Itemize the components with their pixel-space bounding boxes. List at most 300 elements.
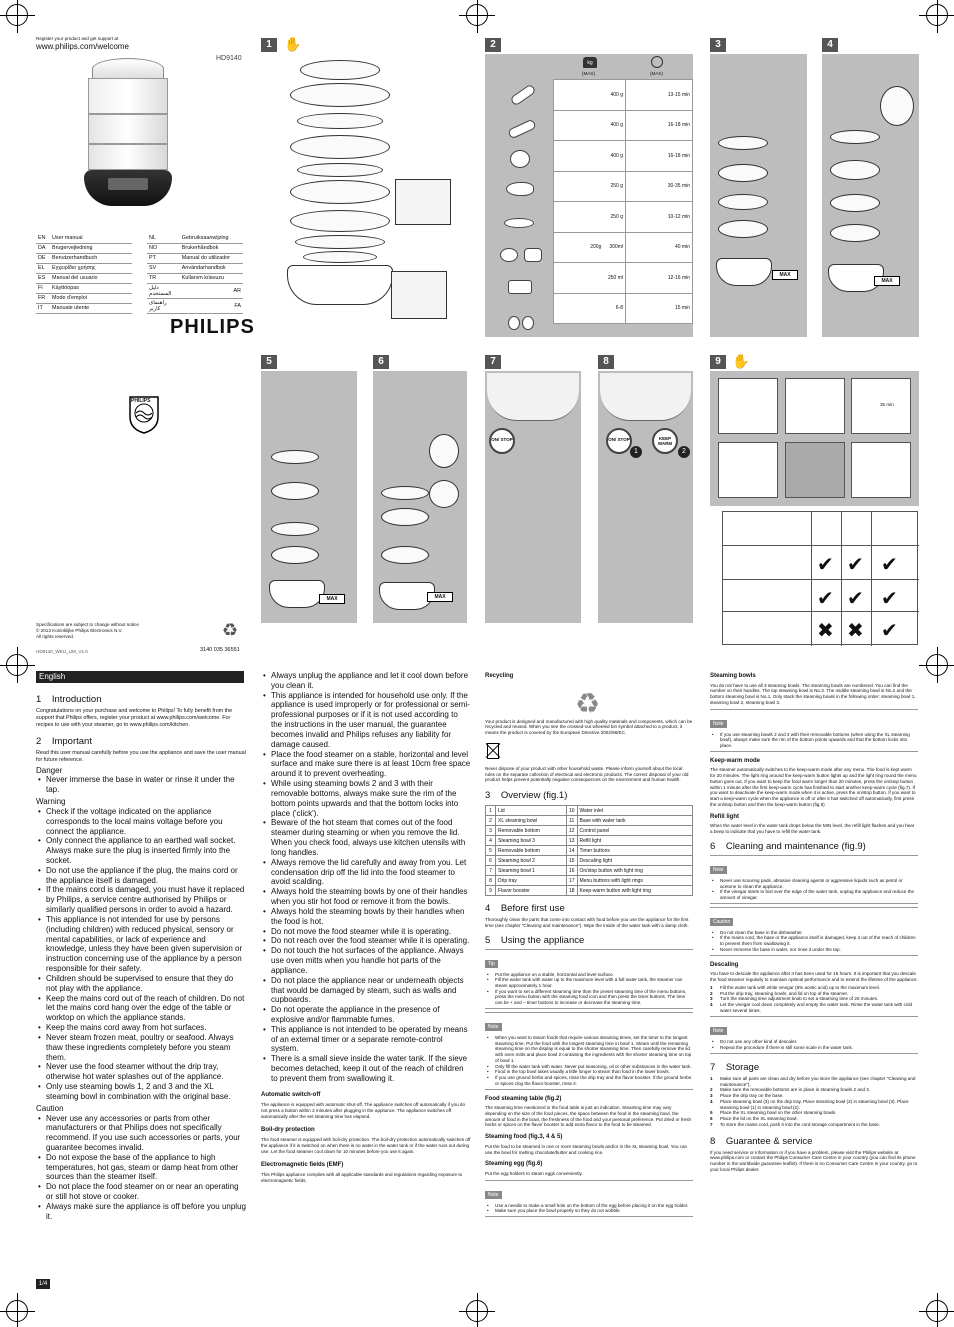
part-number: 17 [566, 876, 577, 886]
before-use-text: Thoroughly clean the parts that come into contact with food before you use the appliance for the first time (see chapter "Cleaning and maintenance"). Wipe the inside of the water tank with a damp cloth. [485, 917, 689, 928]
food-table-row [554, 141, 693, 172]
danger-heading: Danger [36, 765, 63, 775]
safety-item: • Do not touch the hot surfaces of the appliance. Always use oven mitts when you handle hot parts of the appliance. [261, 946, 471, 975]
check-icon: ✔ [817, 554, 834, 576]
note-item: • Never use scouring pads, abrasive cleaning agents or aggressive liquids such as petrol or acetone to clean the appliance. [710, 878, 918, 889]
tip-box [485, 949, 693, 1009]
note-item: • If you use ground herbs and spices, rinse the drip tray and the flavor booster. If the ground herbs or spices clog the flavor booster, rinse it. [485, 1075, 693, 1086]
safety-list-continued [261, 671, 471, 1084]
step-number: 3 [710, 1093, 713, 1099]
doc-number: 3140 035 36551 [200, 647, 240, 653]
part-name: Refill light [577, 836, 692, 846]
food-icons-column [490, 82, 550, 336]
food-table-text: The steaming time mentioned in the food table is just an indication. Steaming time may vary depending on the size of the food pieces, the space between the food in the steaming bowl, the amount of food in the bowl, the freshness of the food and your personal preference. Put dried or fresh herbs or spices on the flavor booster to add extra flavor to the food to be steamed. [485, 1105, 692, 1128]
crop-mark-bottom-center [466, 1300, 488, 1322]
panel-9-number: 9 [710, 355, 726, 369]
rights: All rights reserved. [36, 634, 75, 639]
food-table-row [554, 110, 693, 141]
fig9-dishwasher-grid [722, 511, 918, 645]
note-item: • If the vinegar starts to boil over the edge of the water tank, unplug the appliance and reduce the amount of vinegar. [710, 889, 918, 900]
part-number: 12 [566, 826, 577, 836]
guarantee-text: If you need service or information or if you have a problem, please visit the Philips website at www.philips.com or contact the Philips Consumer Care Centre in your country (you can find its phone number in the worldwide guarantee leaflet). If there is no Consumer Care Centre in your country, go to your local Philips dealer. [710, 1149, 918, 1172]
max-label-5: MAX [319, 594, 345, 604]
language-manual-name: Manual del usuario [50, 273, 132, 283]
part-name: Flavor booster [496, 886, 567, 896]
keep-warm-heading: Keep-warm mode [710, 757, 761, 764]
language-row [147, 243, 243, 253]
max-label-4: MAX [874, 276, 900, 286]
food-table-row [554, 202, 693, 233]
tip-label: Tip [485, 960, 498, 968]
warning-item: • Only use steaming bowls 1, 2 and 3 and the XL steaming bowl in combination with the original base. [36, 1082, 246, 1102]
step-number: 7 [710, 1121, 713, 1127]
website-url[interactable]: www.philips.com/welcome [36, 42, 129, 51]
warning-item: • Never use the food steamer without the drip tray, otherwise hot water splashes out of the appliance. [36, 1062, 246, 1082]
note-list [485, 1035, 693, 1087]
auto-off-heading: Automatic switch-off [261, 1091, 321, 1098]
safety-item: • Always hold the steaming bowls by one of their handles when you stir hot food or remove it from the bowls. [261, 887, 471, 907]
safety-item: • Always unplug the appliance and let it cool down before you clean it. [261, 671, 471, 691]
note-box [485, 1012, 693, 1090]
language-code: SV [147, 263, 180, 273]
overview-row [486, 876, 693, 886]
recycle-icon: ♻ [222, 620, 239, 640]
bowls-note-label: Note [710, 720, 727, 728]
food-weight: 400 g [554, 110, 626, 141]
warning-item: • Keep the mains cord out of the reach of children. Do not let the mains cord hang over the edge of the table or worktop on which the appliance stands. [36, 994, 246, 1023]
warning-item: • If the mains cord is damaged, you must have it replaced by Philips, a service centre authorised by Philips or similarly qualified persons in order to avoid a hazard. [36, 885, 246, 914]
food-table-row [554, 293, 693, 324]
using-heading: 5 Using the appliance [485, 934, 585, 946]
language-manual-name: Manuale utente [50, 303, 132, 313]
part-name: Steaming bowl 1 [496, 866, 567, 876]
recycling-text-1: Your product is designed and manufactured with high quality materials and components, which can be recycled and reused. When you see the crossed-out wheeled bin symbol attached to a product, it means the product is covered by the European Directive 2002/96/EC. [485, 718, 693, 736]
fig8-on-stop-button: ON/ STOP [606, 428, 632, 454]
storage-heading: 7 Storage [710, 1061, 760, 1073]
food-steaming-table [553, 79, 693, 324]
part-name: Steaming bowl 2 [496, 856, 567, 866]
language-manual-name: Benutzerhandbuch [50, 253, 132, 263]
language-manual-name: Brugervejledning [50, 243, 132, 253]
part-number: 18 [566, 886, 577, 896]
caution-label: Caution [710, 918, 733, 926]
language-manual-name: دليل المستخدم [147, 283, 180, 298]
safety-item: • Do not reach over the food steamer while it is operating. [261, 936, 471, 946]
step-number: 5 [710, 1110, 713, 1116]
language-manual-name: Kullanım kılavuzu [180, 273, 243, 283]
check-icon: ✔ [817, 588, 834, 610]
warning-heading: Warning [36, 797, 66, 807]
check-icon: ✔ [881, 620, 898, 642]
part-name: Drip tray [496, 876, 567, 886]
language-manual-name: Mode d'emploi [50, 293, 132, 303]
caution-item: • Do not expose the base of the appliance to high temperatures, hot gas, steam or damp heat from other sources than the steamer itself. [36, 1153, 246, 1182]
clean-note-box [710, 855, 918, 904]
note-item: • If you use steaming bowls 2 and 3 with their removable bottoms (when using the XL steaming bowl), always make sure the rim of the bottom points upwards and that the bottom locks into place. [710, 732, 918, 749]
page-number: 1/4 [36, 1279, 50, 1289]
language-row [147, 273, 243, 283]
important-text: Read this user manual carefully before you use the appliance and save the user manual for future reference. [36, 749, 246, 763]
language-row [147, 233, 243, 243]
safety-item: • Always remove the lid carefully and away from you. Let condensation drip off the lid into the food steamer to avoid scalding. [261, 858, 471, 887]
fig7-control-panel [487, 373, 579, 421]
part-number: 2 [486, 816, 496, 826]
language-table-left [36, 233, 132, 314]
overview-row [486, 886, 693, 896]
note-item: • Use a needle to make a small hole on the bottom of the egg before placing it on the egg holder. [485, 1203, 693, 1209]
important-heading: 2 Important [36, 735, 92, 747]
step-number: 2 [710, 990, 713, 996]
fig5-illustration [265, 410, 353, 610]
food-time: 12-16 min [626, 263, 693, 294]
warning-item: • Do not use the appliance if the plug, the mains cord or the appliance itself is damaged. [36, 866, 246, 886]
bowls-note-list [710, 732, 918, 749]
food-table-row [554, 171, 693, 202]
food-weight [554, 232, 626, 263]
safety-item: • Always hold the steaming bowls by their handles when the food is hot. [261, 907, 471, 927]
hand-icon: ✋ [284, 36, 302, 52]
guarantee-heading: 8 Guarantee & service [710, 1135, 813, 1147]
tip-list [485, 972, 693, 1006]
food-weight: 400 g [554, 80, 626, 111]
part-name: Timer buttons [577, 846, 692, 856]
step-row [710, 1099, 918, 1110]
food-time: 30-35 min [626, 171, 693, 202]
food-table-row [554, 232, 693, 263]
language-row [36, 263, 132, 273]
part-name: Keep-warm button with light ring [577, 886, 692, 896]
part-number: 5 [486, 846, 496, 856]
food-time: 10-12 min [626, 202, 693, 233]
safety-item: • Do not place the appliance near or underneath objects that would be damaged by steam, such as walls and cupboards. [261, 976, 471, 1005]
fig3-illustration [712, 120, 805, 320]
philips-logo: PHILIPS [170, 316, 255, 338]
steaming-egg-text: Put the egg holders to steam eggs conveniently. [485, 1170, 583, 1176]
egg-note-box [485, 1180, 693, 1217]
step-text: To store the mains cord, push it into the cord storage compartment in the base. [720, 1121, 881, 1127]
steaming-bowls-heading: Steaming bowls [710, 673, 756, 679]
food-table-row [554, 263, 693, 294]
step-number: 1 [710, 984, 713, 990]
panel-8-number: 8 [598, 355, 614, 369]
part-name: Base with water tank [577, 816, 692, 826]
language-row [147, 263, 243, 273]
food-weight: 200g [590, 244, 602, 251]
caution-item: • Never immerse the base in water, nor rinse it under the tap. [710, 947, 918, 953]
part-number: 16 [566, 866, 577, 876]
language-manual-name: Käyttöopas [50, 283, 132, 293]
overview-row [486, 846, 693, 856]
step-number: 2 [710, 1087, 713, 1093]
language-code: FR [36, 293, 50, 303]
language-code: PT [147, 253, 180, 263]
language-code: IT [36, 303, 50, 313]
crop-mark-mid-left [6, 654, 28, 676]
language-manual-name: Gebruiksaanwijzing [180, 233, 243, 243]
overview-row [486, 836, 693, 846]
danger-item: • Never immerse the base in water or rinse it under the tap. [36, 775, 246, 795]
steaming-food-heading: Steaming food (fig.3, 4 & 5) [485, 1134, 563, 1141]
overview-row [486, 856, 693, 866]
warning-list [36, 807, 246, 1102]
note-label: Note [485, 1023, 502, 1031]
food-weight: 400 g [554, 141, 626, 172]
warning-item: • Check if the voltage indicated on the appliance corresponds to the local mains voltage before you connect the appliance. [36, 807, 246, 836]
fig8-control-panel [600, 373, 691, 421]
crop-mark-bottom-left [6, 1300, 28, 1322]
part-number: 13 [566, 836, 577, 846]
language-code: NL [147, 233, 180, 243]
part-name: Descaling light [577, 856, 692, 866]
food-time: 13-15 min [626, 80, 693, 111]
part-name: Steaming bowl 3 [496, 836, 567, 846]
check-icon: ✔ [881, 554, 898, 576]
overview-heading: 3 Overview (fig.1) [485, 790, 568, 802]
part-number: 10 [566, 806, 577, 816]
part-name: Water inlet [577, 806, 692, 816]
safety-item: • Place the food steamer on a stable, horizontal and level surface and make sure there is at least 10cm free space around it to prevent overheating. [261, 750, 471, 779]
food-table-row [554, 80, 693, 111]
step-text: Make sure all parts are clean and dry before you store the appliance (see chapter "Cleaning and maintenance"). [720, 1075, 916, 1087]
language-code: ES [36, 273, 50, 283]
fig1-exploded-view [275, 55, 465, 335]
time-max-label: (MAX) [650, 71, 664, 76]
language-code: AR [180, 283, 243, 298]
step-text: Put the drip tray, steaming bowls, and lid on top of the steamer. [720, 990, 849, 996]
fig9-time-label: 35 min [880, 402, 894, 407]
caution-heading: Caution [36, 1103, 64, 1113]
step-number: 4 [710, 1098, 713, 1104]
crop-mark-top-center [466, 4, 488, 26]
food-time: 16-18 min [626, 141, 693, 172]
part-number: 7 [486, 866, 496, 876]
shield-brand-text: PHILIPS [131, 398, 151, 404]
step-number: 4 [710, 1001, 713, 1007]
language-row [36, 303, 132, 313]
desc-note-box [710, 1016, 918, 1053]
part-name: Lid [496, 806, 567, 816]
step-text: Place the drip tray on the base. [720, 1093, 784, 1099]
crop-mark-top-left [6, 4, 28, 26]
steaming-food-text: Put the food to be steamed in one or more steaming bowls and/or in the XL steaming bowl. You can use the bowl for melting chocolate/butter and cooking rice. [485, 1143, 688, 1155]
part-number: 11 [566, 816, 577, 826]
language-manual-name: User manual [50, 233, 132, 243]
food-weight: 6-8 [554, 293, 626, 324]
part-number: 6 [486, 856, 496, 866]
language-code: FI [36, 283, 50, 293]
safety-item: • This appliance is not intended to be operated by means of an external timer or a separate remote-control system. [261, 1025, 471, 1054]
step-row [710, 1076, 918, 1087]
weight-icon: kg [583, 57, 597, 68]
panel-3-number: 3 [710, 38, 726, 52]
part-name: Control panel [577, 826, 692, 836]
language-manual-name: Brukerhåndbok [180, 243, 243, 253]
desc-note-list [710, 1039, 918, 1050]
auto-off-text: The appliance is equipped with automatic shut-off. The appliance switches off automatically if you do not press a button within 2 minutes after plugging in the appliance. The appliance switches off automatically after the set steaming time has elapsed. [261, 1102, 466, 1119]
fig9-step-grid [718, 378, 913, 500]
descaling-text: You have to descale the appliance after it has been used for 15 hours. It is important that you descale the food steamer regularly to maintain optimal performance and to extend the lifetime of the appliance. [710, 971, 918, 983]
language-table-right [147, 233, 243, 314]
steaming-egg-heading: Steaming egg (fig.6) [485, 1161, 543, 1168]
food-water: 300ml [609, 244, 623, 251]
safety-item: • This appliance is intended for household use only. If the appliance is used improperly or for professional or semi-professional purposes or if it is not used according to the instructions in the user manual, the guarantee becomes invalid and Philips refuses any liability for damage caused. [261, 691, 471, 750]
part-name: Menu buttons with light rings [577, 876, 692, 886]
recycle-symbol: ♻ [575, 688, 601, 719]
part-number: 4 [486, 836, 496, 846]
col1 [36, 690, 246, 1222]
note-item: • Make sure you place the bowl properly so they do not wobble. [485, 1208, 693, 1214]
part-name: XL steaming bowl [496, 816, 567, 826]
part-number: 9 [486, 886, 496, 896]
part-number: 15 [566, 856, 577, 866]
descaling-steps [710, 985, 918, 1014]
warning-item: • Children should be supervised to ensure that they do not play with the appliance. [36, 974, 246, 994]
caution-item: • Never use any accessories or parts from other manufacturers or that Philips does not specifically recommend. If you use such accessories or parts, your guarantee becomes invalid. [36, 1114, 246, 1153]
refill-heading: Refill light [710, 813, 739, 820]
language-code: EN [36, 233, 50, 243]
check-icon: ✔ [881, 588, 898, 610]
check-icon: ✔ [847, 554, 864, 576]
overview-row [486, 866, 693, 876]
language-code: FA [180, 298, 243, 313]
caution-item: • Always make sure the appliance is off before you unplug it. [36, 1202, 246, 1222]
step-text: Place the XL steaming bowl on the other steaming bowls. [720, 1110, 837, 1116]
step-text: Place steaming bowl (3) on the drip tray. Place steaming bowl (2) in steaming bowl (3). Place steaming bowl (1) in steaming bowl (2). [720, 1098, 909, 1110]
keep-warm-text: The steamer automatically switches to the keep-warm mode after any menu. The food is kept warm for 20 minutes. The light ring around the keep-warm button lights up and the light ring round the menu button goes out. If you want to keep the food warm longer than 20 minutes, press the on/stop button within 1 minute after the first keep-warm cycle has finished to start another keep-warm cycle (fig.7). If you want to deactivate the keep-warm mode when it is active, press the on/stop button. If you want to start a keep-warm cycle when the appliance is off or after it has switched off automatically, first press the on/stop button and then the keep-warm button (fig.8) [710, 767, 917, 807]
fig8-step-2: 2 [678, 446, 690, 458]
refill-text: When the water level in the water tank drops below the MIN level, the refill light flashes and you hear a beep to indicate that you have to refill the water tank. [710, 823, 915, 835]
caution-item: • Do not clean the base in the dishwasher. [710, 930, 918, 936]
product-image [78, 54, 178, 214]
safety-item: • Do not move the food steamer while it is operating. [261, 927, 471, 937]
boil-dry-text: The food steamer is equipped with boil-dry protection. The boil-dry protection automatically switches off the appliance if it is switched on when there is no water in the water tank or if the water runs out during use. Let the food steamer cool down for 10 minutes before you use it again. [261, 1137, 471, 1154]
col4 [710, 673, 918, 1172]
cross-icon: ✖ [817, 620, 834, 642]
boil-dry-heading: Boil-dry protection [261, 1126, 315, 1133]
spec-note: Specifications are subject to change without notice [36, 622, 139, 627]
language-row [147, 298, 243, 313]
check-icon: ✔ [847, 588, 864, 610]
overview-row [486, 816, 693, 826]
language-code: NO [147, 243, 180, 253]
note-item: • Only fill the water tank with water. Never put seasoning, oil or other substances in the water tank. [485, 1064, 693, 1070]
note-item: • Repeat the procedure if there is still some scale in the water tank. [710, 1045, 918, 1051]
clean-caution-box [710, 907, 918, 956]
language-row [36, 293, 132, 303]
panel-5-number: 5 [261, 355, 277, 369]
recycling-heading: Recycling [485, 673, 514, 679]
part-name: Removable bottom [496, 846, 567, 856]
language-code: TR [147, 273, 180, 283]
part-number: 14 [566, 846, 577, 856]
step-number: 6 [710, 1116, 713, 1122]
panel-1-number: 1 [261, 38, 277, 52]
fig4-illustration [824, 84, 917, 320]
language-row [147, 283, 243, 298]
language-bar: English [36, 671, 244, 683]
egg-note-label: Note [485, 1191, 502, 1199]
col3 [485, 673, 693, 1217]
panel-7-number: 7 [485, 355, 501, 369]
safety-item: • Do not operate the appliance in the presence of explosive and/or flammable fumes. [261, 1005, 471, 1025]
food-weight: 250 ml [554, 263, 626, 294]
step-text: Make sure the removable bottoms are in place in steaming bowls 2 and 3. [720, 1087, 871, 1093]
safety-item: • While using steaming bowls 2 and 3 with their removable bottoms, always make sure the rim of the bottom points upwards and that the bottom locks into place ('click'). [261, 779, 471, 818]
recycling-text-2: Never dispose of your product with other household waste. Please inform yourself about the local rules on the separate collection of electrical and electronic products. The correct disposal of your old product helps prevent potentially negative consequences on the environment and human health. [485, 765, 689, 783]
language-row [36, 253, 132, 263]
doc-ref: HD9140_WEU_UM_V1.0 [36, 649, 88, 654]
safety-item: • There is a small sieve inside the water tank. If the sieve becomes detached, keep it out of the reach of children to prevent them from swallowing it. [261, 1054, 471, 1083]
part-number: 3 [486, 826, 496, 836]
crop-mark-bottom-right [926, 1300, 948, 1322]
language-manual-name: راهنمای کاربر [147, 298, 180, 313]
crop-mark-mid-right [926, 654, 948, 676]
overview-table [485, 805, 693, 896]
food-weight: 250 g [554, 171, 626, 202]
model-number: HD9140 [216, 55, 242, 62]
register-text: Register your product and get support at [36, 36, 119, 41]
step-number: 1 [710, 1075, 713, 1081]
panel-2-number: 2 [485, 38, 501, 52]
note-item: • Do not use any other kind of descaler. [710, 1039, 918, 1045]
step-row [710, 1122, 918, 1128]
caution-item: • If the mains cord, the base or the appliance itself is damaged, keep it out of the reach of children to prevent them from swallowing it. [710, 935, 918, 946]
clean-note-label: Note [710, 866, 727, 874]
bowls-note-box [710, 709, 918, 752]
tip-item: • Put the appliance on a stable, horizontal and level surface. [485, 972, 693, 978]
language-row [147, 253, 243, 263]
tip-item: • Fill the water tank with water up to the maximum level with a full water tank, the steamer can steam approximately 1 hour. [485, 977, 693, 988]
cross-icon: ✖ [847, 620, 864, 642]
food-time: 16-18 min [626, 110, 693, 141]
food-table-heading: Food steaming table (fig.2) [485, 1095, 562, 1102]
warning-item: • Never steam frozen meat, poultry or seafood. Always thaw these ingredients completely before you steam them. [36, 1033, 246, 1062]
language-code: EL [36, 263, 50, 273]
step-text: Turn the steaming time adjustment knob to set a steaming time of 25 minutes. [720, 996, 879, 1002]
hand-icon-9: ✋ [732, 353, 750, 369]
caution-list [36, 1114, 246, 1222]
fig8-keep-warm-button: KEEP WARM [652, 428, 678, 454]
step-text: Place the lid on the XL steaming bowl. [720, 1116, 798, 1122]
part-number: 1 [486, 806, 496, 816]
step-text: Let the vinegar cool down completely and empty the water tank. Rinse the water tank with cold water several times. [720, 1001, 913, 1013]
part-name: On/stop button with light ring [577, 866, 692, 876]
warning-item: • Only connect the appliance to an earthed wall socket. Always make sure the plug is inserted firmly into the socket. [36, 836, 246, 865]
panel-6-number: 6 [373, 355, 389, 369]
overview-row [486, 826, 693, 836]
steaming-bowls-text: You do not have to use all 3 steaming bowls. The steaming bowls are numbered. You can find the number on their handles. The top steaming bowl is No.3. The middle steaming bowl is No.2 and the bottom steaming bowl is No.1. Only stack the steaming bowls in the following order: steaming bowl 1, steaming bowl 2, steaming bowl 3. [710, 682, 916, 705]
fig6-illustration [375, 430, 465, 610]
storage-steps [710, 1076, 918, 1128]
food-weight: 250 g [554, 202, 626, 233]
food-time: 15 min [626, 293, 693, 324]
clock-icon [651, 56, 663, 68]
cleaning-heading: 6 Cleaning and maintenance (fig.9) [710, 840, 866, 852]
copyright: © 2013 Koninklijke Philips Electronics N.V. [36, 628, 123, 633]
part-name: Removable bottom [496, 826, 567, 836]
language-row [36, 243, 132, 253]
max-label-6: MAX [427, 592, 453, 602]
crossed-bin-icon [485, 740, 501, 762]
language-code: DA [36, 243, 50, 253]
emf-heading: Electromagnetic fields (EMF) [261, 1161, 344, 1168]
language-code: DE [36, 253, 50, 263]
step-row [710, 1002, 918, 1013]
language-manual-name: Manual do utilizador [180, 253, 243, 263]
weight-max-label: (MAX) [582, 71, 596, 76]
desc-note-label: Note [710, 1027, 727, 1035]
clean-caution-list [710, 930, 918, 953]
